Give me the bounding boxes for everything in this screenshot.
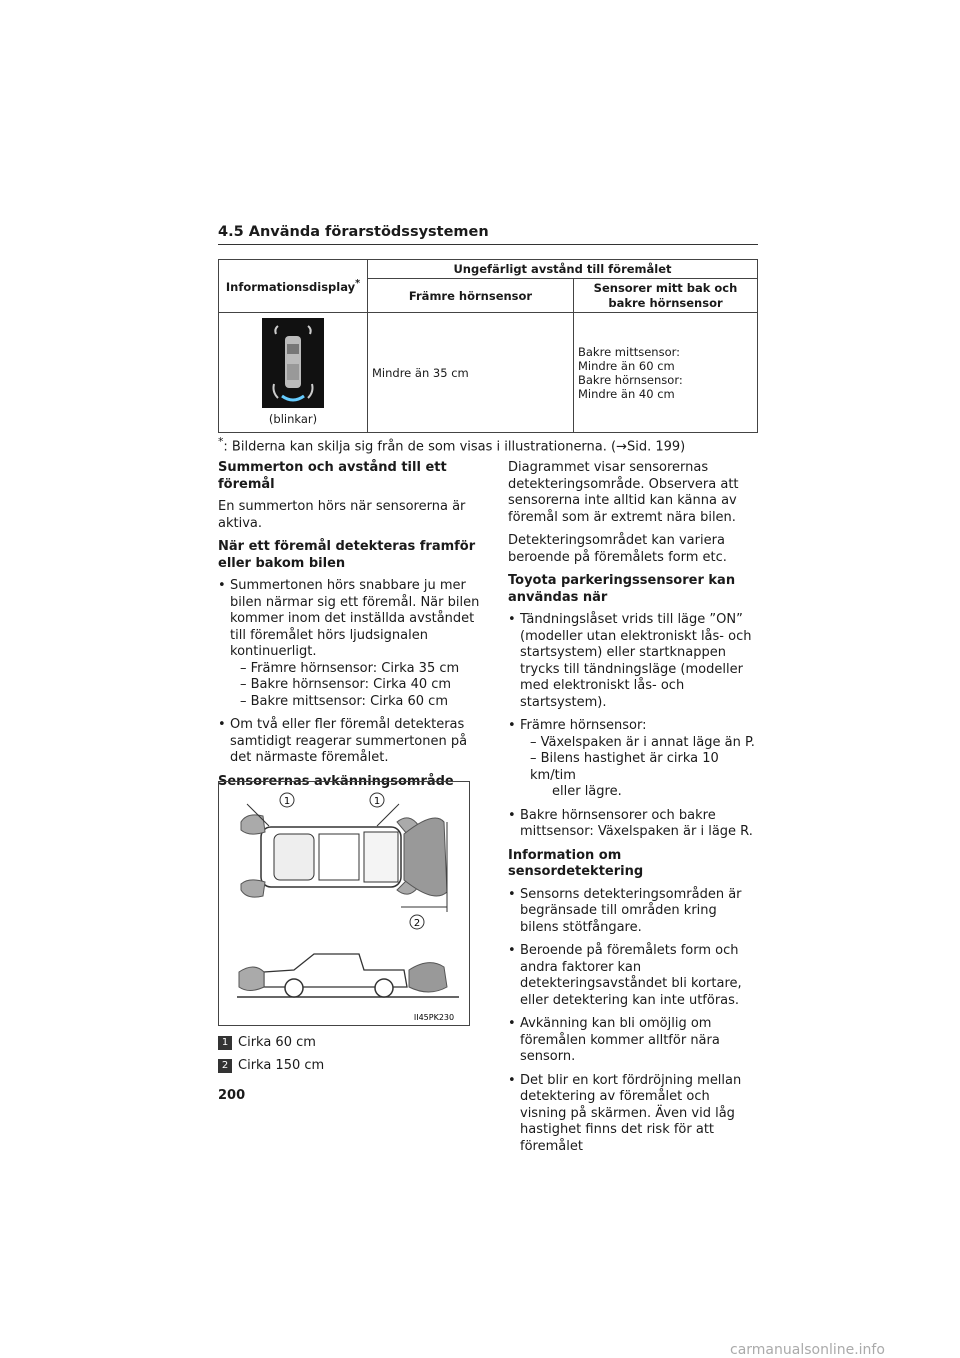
page-number: 200 — [218, 1088, 246, 1103]
legend-number: 1 — [218, 1036, 232, 1050]
sub-item: – Bakre mittsensor: Cirka 60 cm — [240, 693, 448, 709]
legend-item-1 — [218, 1035, 316, 1050]
callout-2: 2 — [413, 918, 421, 929]
list-item — [508, 612, 758, 711]
bullet: • — [508, 1016, 516, 1031]
car-display-thumbnail — [262, 318, 324, 408]
footnote — [218, 435, 685, 454]
sub-item: – Bakre hörnsensor: Cirka 40 cm — [240, 677, 452, 692]
list-item-text: Bakre hörnsensorer och bakre mittsensor: Växelspaken är i läge R. — [520, 807, 753, 839]
rear-distance-cell — [574, 313, 758, 433]
legend-item-2 — [218, 1058, 324, 1073]
list-item-text: Beroende på föremålets form och andra faktorer kan detekteringsavståndet bli kortare, eller detektering kan inte utföras. — [520, 943, 742, 1008]
callout-1b: 1 — [373, 796, 381, 807]
paragraph: Detekteringsområdet kan variera beroende på föremålets form etc. — [508, 533, 727, 565]
section-header: 4.5 Använda förarstödssystemen — [218, 224, 758, 245]
display-cell — [219, 313, 368, 433]
bullet: • — [508, 718, 516, 733]
list-item — [508, 943, 758, 1009]
left-column — [218, 460, 480, 796]
bullet: • — [508, 807, 516, 823]
bullet: • — [218, 578, 226, 593]
rear-line: Bakre hörnsensor: — [578, 372, 683, 387]
legend-text: Cirka 150 cm — [238, 1058, 325, 1073]
list-item — [218, 717, 480, 767]
rear-line: Mindre än 40 cm — [578, 386, 675, 401]
col-header-rear: Sensorer mitt bak och bakre hörnsensor — [574, 279, 758, 313]
sensor-range-figure — [218, 781, 470, 1026]
distance-table — [218, 259, 758, 433]
list-item-text: Främre hörnsensor: — [520, 718, 647, 733]
footnote-text: : Bilderna kan skilja sig från de som visas i illustrationerna. (→Sid. 199) — [223, 439, 686, 455]
bullet: • — [218, 717, 226, 732]
rear-line: Mindre än 60 cm — [578, 358, 675, 373]
callout-1: 1 — [283, 796, 291, 807]
heading-detection-info: Information om sensordetektering — [508, 847, 644, 879]
list-item-text: Summertonen hörs snabbare ju mer bilen närmar sig ett föremål. När bilen kommer inom det inställda avståndet till föremålet hörs ljudsignalen kontinuerligt. — [230, 578, 480, 659]
list-item-text: Tändningslåset vrids till läge ”ON” (modeller utan elektroniskt lås- och startsystem) eller startknappen trycks till tändningsläge (modeller med elektroniskt lås- och startsystem). — [520, 612, 752, 710]
figure-code: II45PK230 — [413, 1013, 455, 1022]
legend-number: 2 — [218, 1059, 232, 1073]
list-item-text: Om två eller fler föremål detekteras samtidigt reagerar summertonen på det närmaste föremålet. — [230, 717, 468, 765]
footnote-star: * — [218, 435, 224, 448]
col-header-display-label: Informationsdisplay — [225, 279, 356, 294]
heading-detect: När ett föremål detekteras framför eller bakom bilen — [218, 539, 476, 571]
list-item — [508, 718, 758, 801]
bullet: • — [508, 1072, 516, 1088]
front-distance-cell: Mindre än 35 cm — [368, 313, 574, 433]
sub-item: – Bilens hastighet är cirka 10 km/tim — [530, 751, 719, 783]
rear-line: Bakre mittsensor: — [578, 344, 681, 359]
heading-range: Sensorernas avkänningsområde — [218, 773, 454, 789]
list-item — [508, 1016, 758, 1066]
bullet: • — [508, 943, 516, 958]
sub-item: eller lägre. — [552, 784, 622, 799]
list-item — [508, 1073, 758, 1156]
col-header-display — [219, 260, 368, 313]
list-item — [218, 578, 480, 710]
bullet: • — [508, 886, 516, 902]
blinking-caption: (blinkar) — [268, 412, 318, 427]
col-header-front: Främre hörnsensor — [368, 279, 574, 313]
right-column — [508, 460, 758, 1162]
paragraph: Diagrammet visar sensorernas detekteringsområde. Observera att sensorerna inte alltid kan känna av föremål som är extremt nära bilen. — [508, 460, 739, 525]
heading-beep: Summerton och avstånd till ett föremål — [218, 460, 447, 492]
sub-item: – Växelspaken är i annat läge än P. — [530, 734, 755, 750]
footnote-mark: * — [355, 277, 361, 289]
sub-item: – Främre hörnsensor: Cirka 35 cm — [240, 660, 460, 676]
list-item — [508, 808, 758, 841]
list-item-text: Det blir en kort fördröjning mellan detektering av föremålet och visning på skärmen. Även vid låg hastighet finns det risk för att föremålet — [520, 1072, 742, 1154]
list-item-text: Sensorns detekteringsområden är begränsade till områden kring bilens stötfångare. — [520, 886, 742, 935]
list-item-text: Avkänning kan bli omöjlig om föremålen kommer alltför nära sensorn. — [520, 1016, 720, 1064]
bullet: • — [508, 612, 516, 627]
paragraph: En summerton hörs när sensorerna är aktiva. — [218, 499, 466, 531]
group-header: Ungefärligt avstånd till föremålet — [368, 260, 758, 279]
watermark: carmanualsonline.info — [730, 1342, 885, 1358]
legend-text: Cirka 60 cm — [238, 1035, 316, 1050]
list-item — [508, 887, 758, 937]
sensor-range-diagram — [219, 782, 469, 1025]
heading-usable: Toyota parkeringssensorer kan användas när — [508, 573, 736, 605]
